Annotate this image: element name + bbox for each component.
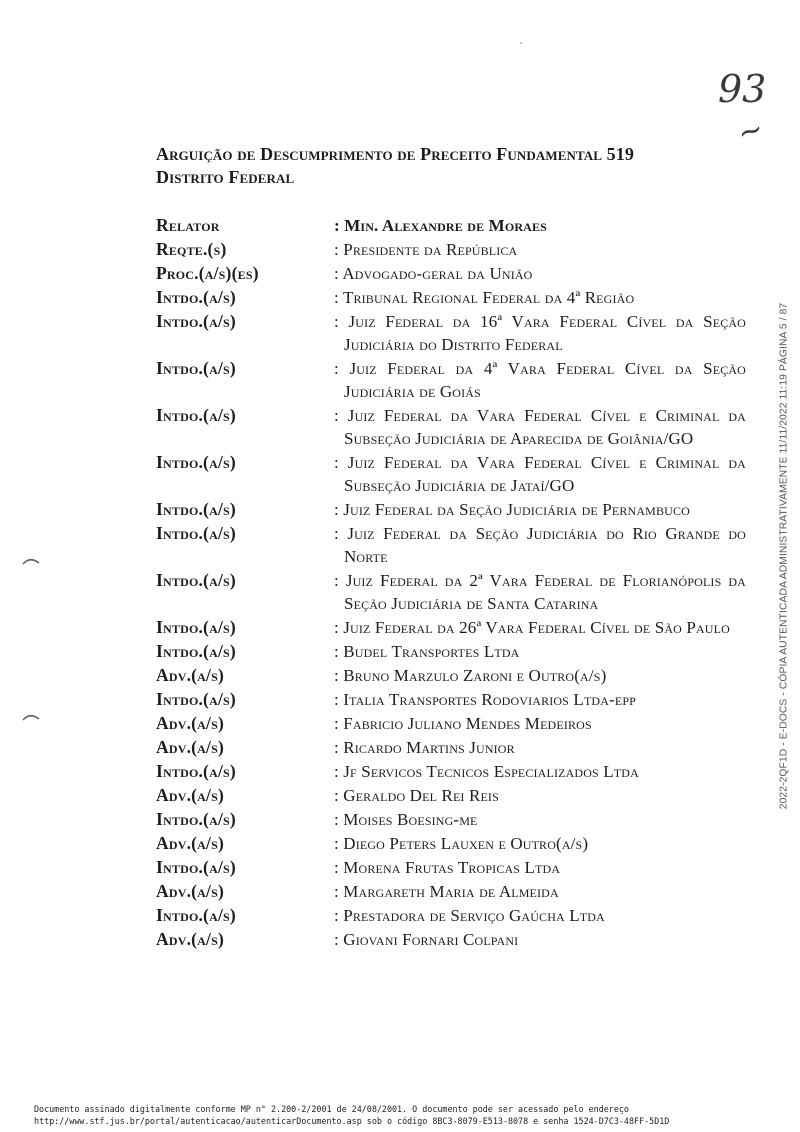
party-role: Intdo.(a/s) (156, 358, 236, 378)
party-row (156, 214, 746, 237)
party-role: Adv.(a/s) (156, 929, 225, 949)
party-name: : Diego Peters Lauxen e Outro(a/s) (334, 834, 589, 853)
party-row (156, 688, 746, 711)
handwritten-page-number: 93 (718, 67, 767, 111)
party-row (156, 808, 746, 831)
party-role: Adv.(a/s) (156, 737, 225, 757)
party-role: Intdo.(a/s) (156, 761, 236, 781)
party-row (156, 904, 746, 927)
party-name: : Prestadora de Serviço Gaúcha Ltda (334, 906, 605, 925)
party-role: Intdo.(a/s) (156, 641, 236, 661)
party-row (156, 712, 746, 735)
party-row (156, 498, 746, 521)
party-row (156, 357, 746, 403)
party-row (156, 760, 746, 783)
party-role: Intdo.(a/s) (156, 617, 236, 637)
footer-line-1: Documento assinado digitalmente conforme MP n° 2.200-2/2001 de 24/08/2001. O documento pode ser acessado pelo endereço (34, 1104, 629, 1114)
party-role: Intdo.(a/s) (156, 499, 236, 519)
party-role: Adv.(a/s) (156, 785, 225, 805)
party-row (156, 404, 746, 450)
party-name: : Ricardo Martins Junior (334, 738, 515, 757)
party-name: : Bruno Marzulo Zaroni e Outro(a/s) (334, 666, 607, 685)
party-role: Intdo.(a/s) (156, 905, 236, 925)
party-row (156, 784, 746, 807)
party-role: Proc.(a/s)(es) (156, 263, 259, 283)
party-row (156, 928, 746, 951)
footer-line-2: http://www.stf.jus.br/portal/autenticacao/autenticarDocumento.asp sob o código 8BC3-8079-E513-8078 e senha 1524-D7C3-48FF-5D1D (34, 1116, 670, 1126)
party-name: : Juiz Federal da 16ª Vara Federal Cível da Seção Judiciária do Distrito Federal (334, 312, 746, 354)
party-role: Reqte.(s) (156, 239, 227, 259)
party-name: : Juiz Federal da 4ª Vara Federal Cível da Seção Judiciária de Goiás (334, 359, 746, 401)
party-name: : Fabricio Juliano Mendes Medeiros (334, 714, 592, 733)
party-role: Intdo.(a/s) (156, 857, 236, 877)
party-row (156, 262, 746, 285)
party-name: : Budel Transportes Ltda (334, 642, 520, 661)
party-name: : Moises Boesing-me (334, 810, 478, 829)
party-role: Intdo.(a/s) (156, 405, 236, 425)
party-role: Intdo.(a/s) (156, 523, 236, 543)
party-role: Intdo.(a/s) (156, 809, 236, 829)
party-row (156, 856, 746, 879)
document-title (156, 143, 756, 189)
party-row (156, 664, 746, 687)
party-row (156, 451, 746, 497)
party-row (156, 832, 746, 855)
party-name: : Jf Servicos Tecnicos Especializados Ltda (334, 762, 639, 781)
party-row (156, 286, 746, 309)
party-role: Adv.(a/s) (156, 713, 225, 733)
party-row (156, 569, 746, 615)
party-role: Intdo.(a/s) (156, 689, 236, 709)
party-name: : Juiz Federal da Seção Judiciária de Pernambuco (334, 500, 690, 519)
party-name: : Juiz Federal da Vara Federal Cível e Criminal da Subseção Judiciária de Jataí/GO (334, 453, 746, 495)
party-role: Intdo.(a/s) (156, 311, 236, 331)
party-name: : Geraldo Del Rei Reis (334, 786, 499, 805)
binding-hole-mark-upper (22, 556, 40, 566)
party-name: : Morena Frutas Tropicas Ltda (334, 858, 561, 877)
authentication-stamp: 2022-2QF1D - E-DOCS - CÓPIA AUTENTICADA ADMINISTRATIVAMENTE 11/11/2022 11:19 PÁGINA 5 / 87 (778, 302, 790, 810)
party-name: : Juiz Federal da 26ª Vara Federal Cível de São Paulo (334, 618, 730, 637)
handwritten-mark: ~ (733, 110, 768, 153)
party-role: Intdo.(a/s) (156, 570, 236, 590)
party-name: : Giovani Fornari Colpani (334, 930, 519, 949)
party-row (156, 522, 746, 568)
party-name: : Juiz Federal da Seção Judiciária do Rio Grande do Norte (334, 524, 746, 566)
party-row (156, 640, 746, 663)
party-role: Adv.(a/s) (156, 665, 225, 685)
signature-footer (34, 1103, 784, 1127)
party-role: Adv.(a/s) (156, 881, 225, 901)
party-row (156, 310, 746, 356)
party-row (156, 238, 746, 261)
party-row (156, 616, 746, 639)
title-line-1: Arguição de Descumprimento de Preceito Fundamental 519 (156, 144, 634, 164)
parties-list (156, 214, 746, 951)
binding-hole-mark-lower (22, 712, 40, 722)
party-name: : Min. Alexandre de Moraes (334, 216, 547, 235)
party-name: : Presidente da República (334, 240, 518, 259)
party-name: : Italia Transportes Rodoviarios Ltda-epp (334, 690, 636, 709)
party-name: : Margareth Maria de Almeida (334, 882, 559, 901)
scan-speck (520, 42, 522, 44)
party-role: Intdo.(a/s) (156, 452, 236, 472)
party-name: : Tribunal Regional Federal da 4ª Região (334, 288, 635, 307)
party-role: Relator (156, 215, 220, 235)
title-line-2: Distrito Federal (156, 167, 295, 187)
party-name: : Advogado-geral da União (334, 264, 533, 283)
party-name: : Juiz Federal da 2ª Vara Federal de Florianópolis da Seção Judiciária de Santa Catarina (334, 571, 746, 613)
party-row (156, 736, 746, 759)
party-role: Adv.(a/s) (156, 833, 225, 853)
party-name: : Juiz Federal da Vara Federal Cível e Criminal da Subseção Judiciária de Aparecida de Goiânia/GO (334, 406, 746, 448)
party-row (156, 880, 746, 903)
party-role: Intdo.(a/s) (156, 287, 236, 307)
